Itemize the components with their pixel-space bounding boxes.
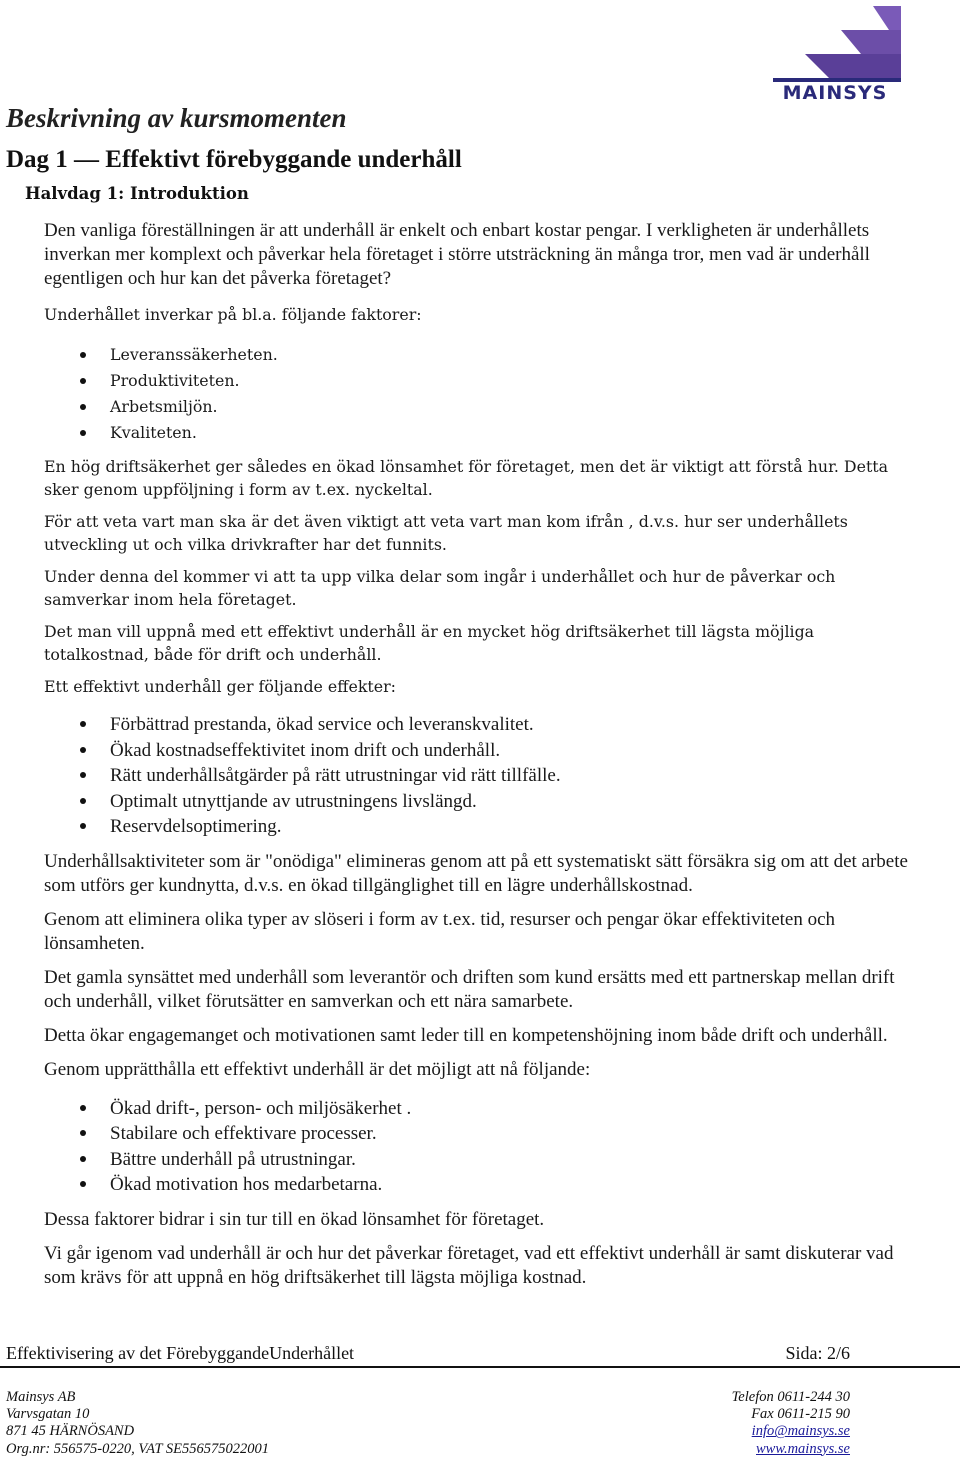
paragraph: En hög driftsäkerhet ger således en ökad lönsamhet för företaget, men det är viktigt att förstå hur. Detta sker genom uppföljning i form av t.ex. nyckeltal. — [44, 457, 889, 499]
list-item: Stabilare och effektivare processer. — [44, 1121, 924, 1147]
goals-lead: Genom upprätthålla ett effektivt underhåll är det möjligt att nå följande: — [44, 1058, 591, 1080]
document-title: Beskrivning av kursmomenten — [6, 103, 347, 133]
phone-number: Telefon 0611-244 30 — [731, 1389, 850, 1405]
document-body — [44, 219, 924, 1300]
page-number: Sida: 2/6 — [785, 1343, 850, 1363]
company-name: Mainsys AB — [6, 1389, 76, 1405]
list-item: Leveranssäkerheten. — [44, 342, 924, 368]
paragraph: Dessa faktorer bidrar i sin tur till en ökad lönsamhet för företaget. — [44, 1208, 545, 1230]
day-title: Dag 1 — Effektivt förebyggande underhåll — [6, 146, 462, 173]
list-item: Kvaliteten. — [44, 420, 924, 446]
fax-number: Fax 0611-215 90 — [751, 1406, 850, 1423]
factors-list — [44, 342, 924, 446]
factors-lead: Underhållet inverkar på bl.a. följande faktorer: — [44, 305, 422, 324]
paragraph: Underhållsaktiviteter som är "onödiga" elimineras genom att på ett systematiskt sätt försäkra sig om att det arbete som utförs ger kundnytta, d.v.s. en ökad tillgänglighet till en lägre underhållskostnad. — [44, 850, 908, 896]
street-address: Varvsgatan 10 — [6, 1406, 90, 1423]
website-link[interactable]: www.mainsys.se — [756, 1440, 850, 1457]
email-link[interactable]: info@mainsys.se — [751, 1423, 850, 1440]
logo-text: MAINSYS — [782, 82, 888, 104]
list-item: Ökad motivation hos medarbetarna. — [44, 1172, 924, 1198]
mainsys-logo — [765, 4, 905, 104]
list-item: Rätt underhållsåtgärder på rätt utrustningar vid rätt tillfälle. — [44, 763, 924, 789]
section-title: Halvdag 1: Introduktion — [25, 184, 249, 203]
list-item: Ökad drift-, person- och miljösäkerhet . — [44, 1096, 924, 1122]
paragraph: Genom att eliminera olika typer av slöseri i form av t.ex. tid, resurser och pengar ökar effektiviteten och lönsamheten. — [44, 908, 836, 954]
paragraph: För att veta vart man ska är det även viktigt att veta vart man kom ifrån , d.v.s. hur ser underhållets utveckling ut och vilka drivkrafter har det funnits. — [44, 512, 848, 554]
list-item: Arbetsmiljön. — [44, 394, 924, 420]
effects-list — [44, 712, 924, 840]
list-item: Bättre underhåll på utrustningar. — [44, 1147, 924, 1173]
list-item: Optimalt utnyttjande av utrustningens livslängd. — [44, 789, 924, 815]
footer-divider — [0, 1366, 960, 1368]
company-address — [6, 1389, 269, 1458]
paragraph: Det man vill uppnå med ett effektivt underhåll är en mycket hög driftsäkerhet till lägsta möjliga totalkostnad, både för drift och underhåll. — [44, 622, 815, 664]
list-item: Ökad kostnadseffektivitet inom drift och underhåll. — [44, 738, 924, 764]
effects-lead: Ett effektivt underhåll ger följande effekter: — [44, 677, 396, 696]
list-item: Produktiviteten. — [44, 368, 924, 394]
postal-city: 871 45 HÄRNÖSAND — [6, 1423, 135, 1440]
paragraph: Under denna del kommer vi att ta upp vilka delar som ingår i underhållet och hur de påverkar och samverkar inom hela företaget. — [44, 567, 836, 609]
footer-doc-title: Effektivisering av det FörebyggandeUnderhållet — [6, 1343, 355, 1363]
list-item: Reservdelsoptimering. — [44, 814, 924, 840]
paragraph: Detta ökar engagemanget och motivationen samt leder till en kompetenshöjning inom både drift och underhåll. — [44, 1024, 888, 1046]
intro-paragraph: Den vanliga föreställningen är att underhåll är enkelt och enbart kostar pengar. I verkligheten är underhållets inverkan mer komplext och påverkar hela företaget i större utsträckning än många tror, men vad är underhåll egentligen och hur kan det påverka företaget? — [44, 220, 870, 289]
paragraph: Vi går igenom vad underhåll är och hur det påverkar företaget, vad ett effektivt underhåll är samt diskuterar vad som krävs för att uppnå en hög driftsäkerhet till lägsta möjliga kostnad. — [44, 1242, 894, 1288]
logo-mark-icon — [765, 4, 905, 84]
list-item: Förbättrad prestanda, ökad service och leveranskvalitet. — [44, 712, 924, 738]
company-contact — [732, 1389, 850, 1458]
paragraph: Det gamla synsättet med underhåll som leverantör och driften som kund ersätts med ett partnerskap mellan drift och underhåll, vilket förutsätter en samverkan och ett nära samarbete. — [44, 966, 895, 1012]
goals-list — [44, 1096, 924, 1198]
org-number: Org.nr: 556575-0220, VAT SE556575022001 — [6, 1440, 270, 1457]
